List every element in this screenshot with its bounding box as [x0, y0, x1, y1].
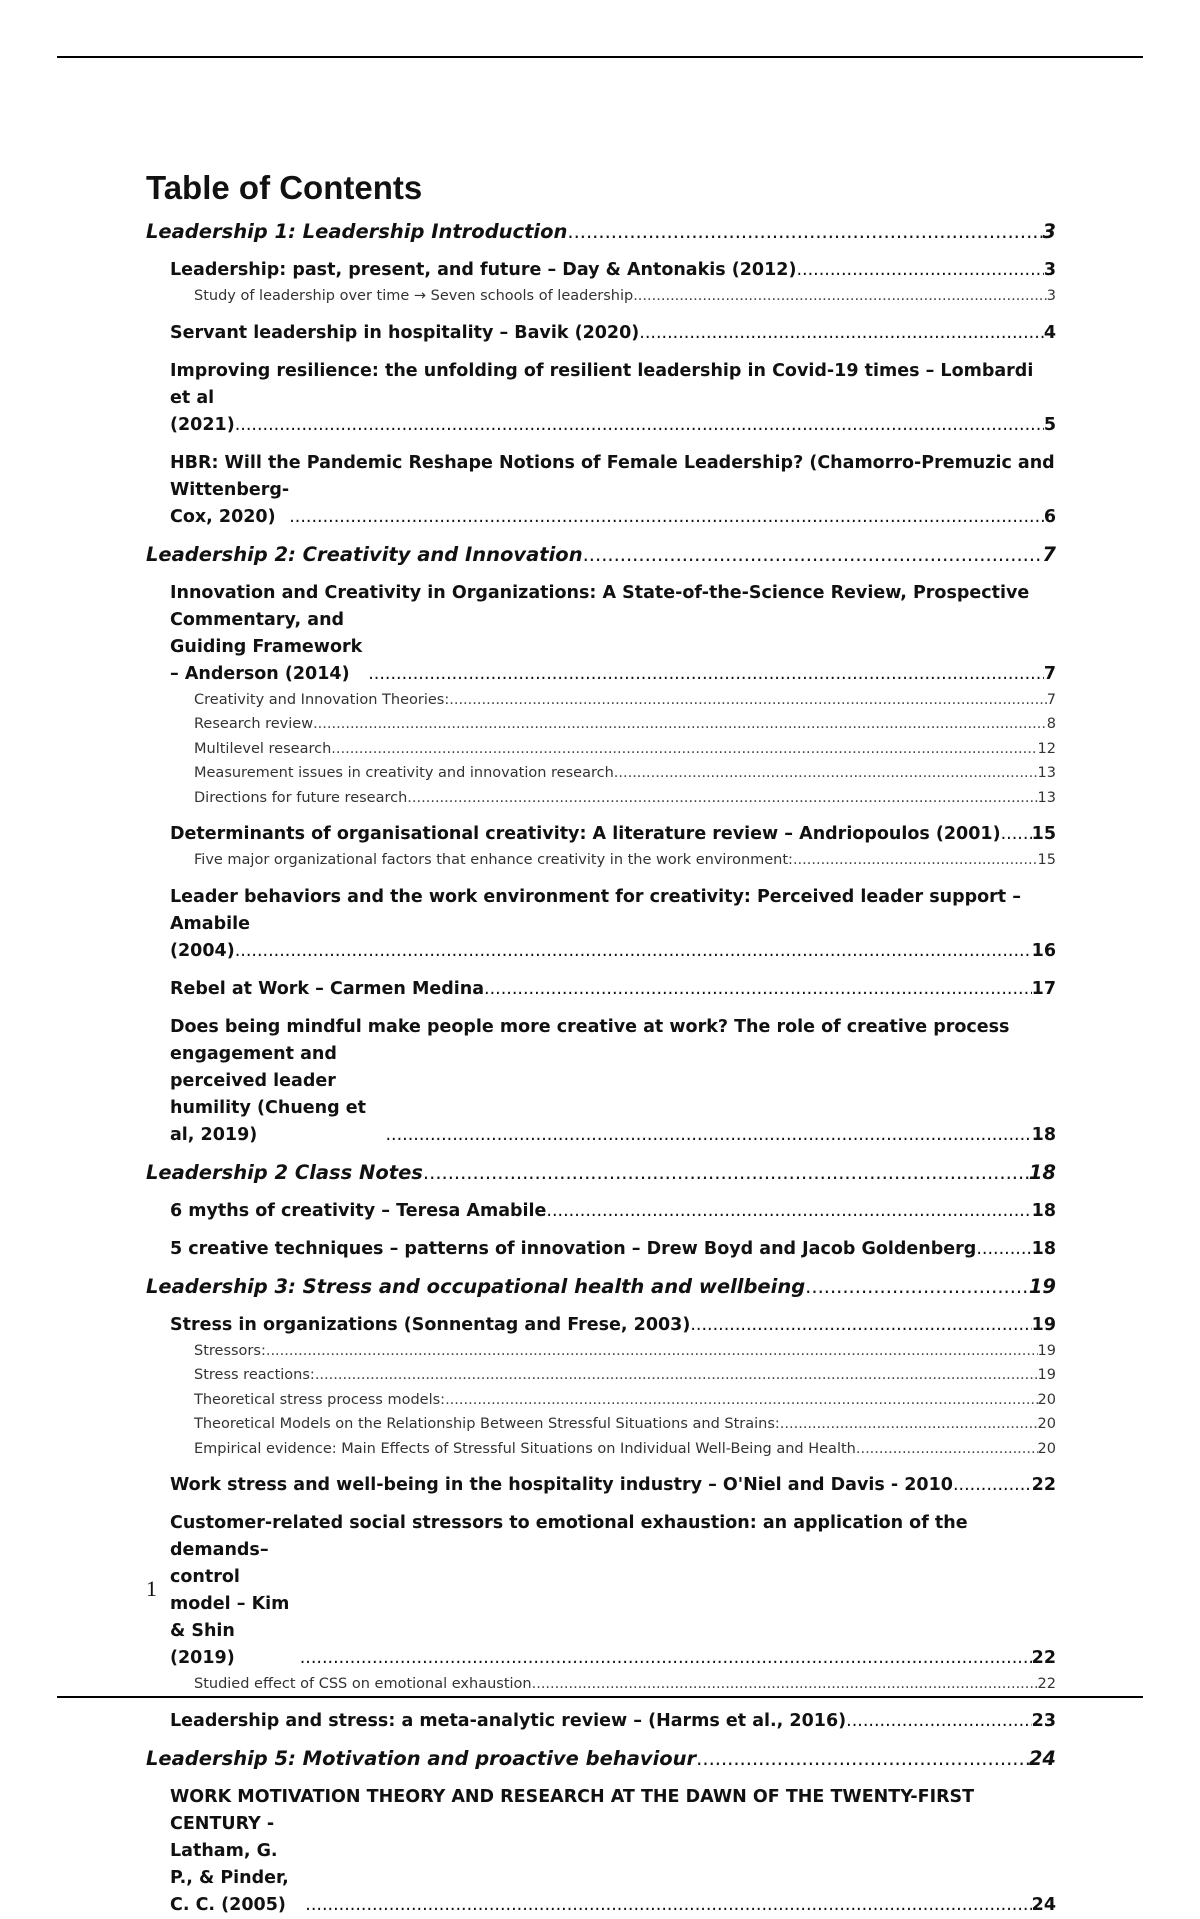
- dot-leader: [796, 257, 1043, 284]
- toc-entry-text: Theoretical Models on the Relationship Between Stressful Situations and Strains:: [194, 1416, 780, 1432]
- toc-entry-page: 12: [1037, 740, 1056, 757]
- toc-entry-page: 15: [1031, 824, 1056, 844]
- toc-entry-page: 7: [1043, 663, 1056, 684]
- toc-entry-level-3[interactable]: [194, 1672, 1056, 1697]
- toc-entry-row: [170, 412, 1056, 439]
- toc-entry-text: Study of leadership over time → Seven schools of leadership: [194, 288, 634, 304]
- toc-entry-text: 5 creative techniques – patterns of innovation – Drew Boyd and Jacob Goldenberg: [170, 1238, 977, 1259]
- toc-entry-page: 3: [1043, 260, 1056, 280]
- toc-entry-level-3[interactable]: [194, 1437, 1056, 1462]
- dot-leader: [639, 320, 1044, 347]
- toc-entry-row: [194, 284, 1056, 309]
- dot-leader: [449, 688, 1047, 713]
- toc-entry-text: Customer-related social stressors to emotional exhaustion: an application of the demands–: [170, 1513, 968, 1560]
- toc-entry-text: Research review: [194, 716, 314, 732]
- dot-leader: [532, 1672, 1038, 1697]
- toc-entry-text: Theoretical stress process models:: [194, 1391, 446, 1408]
- toc-entry-text: Leadership 3: Stress and occupational health and wellbeing: [146, 1274, 806, 1298]
- toc-entry-row: [194, 688, 1056, 713]
- toc-entry-level-2[interactable]: [170, 976, 1056, 1003]
- toc-entry-text-continuation: Wittenberg-Cox, 2020): [170, 479, 290, 527]
- toc-entry-level-3[interactable]: [194, 1388, 1056, 1413]
- toc-entry-row: [194, 1672, 1056, 1697]
- toc-entry-text: Innovation and Creativity in Organizations: A State-of-the-Science Review, Prospective: [170, 582, 1030, 603]
- toc-entry-row: [194, 848, 1056, 873]
- toc-entry-text: Determinants of organisational creativity: A literature review – Andriopoulos (2001): [170, 824, 1001, 844]
- toc-entry-text: WORK MOTIVATION THEORY AND RESEARCH AT THE DAWN OF THE TWENTY-FIRST CENTURY -: [170, 1786, 975, 1834]
- toc-entry-text: Empirical evidence: Main Effects of Stressful Situations on Individual Well-Being and Health: [194, 1440, 856, 1457]
- header-rule: [57, 56, 1143, 58]
- toc-entry-level-2[interactable]: [170, 1014, 1056, 1149]
- dot-leader: [305, 1892, 1031, 1919]
- toc-entry-text-continuation: Latham, G. P., & Pinder, C. C. (2005): [170, 1840, 289, 1915]
- toc-entry-page: 20: [1037, 1391, 1056, 1408]
- toc-entry-text: 6 myths of creativity – Teresa Amabile: [170, 1200, 547, 1221]
- dot-leader: [953, 1472, 1032, 1499]
- toc-entry-level-3[interactable]: [194, 688, 1056, 713]
- dot-leader: [331, 737, 1037, 762]
- dot-leader: [313, 712, 1047, 737]
- dot-leader: [289, 504, 1044, 531]
- toc-entry-page: 18: [1031, 1238, 1056, 1259]
- toc-entry-row: [170, 1041, 1056, 1149]
- toc-entry-text: Multilevel research: [194, 740, 332, 757]
- toc-entry-page: 22: [1031, 1475, 1056, 1495]
- toc-entry-text-continuation: Commentary, and Guiding Framework – Anderson (2014): [170, 609, 363, 684]
- toc-entry-page: 18: [1028, 1160, 1056, 1184]
- toc-entry-row: [170, 320, 1056, 347]
- toc-entry-text: Stress reactions:: [194, 1367, 315, 1383]
- toc-entry-level-1[interactable]: [146, 1159, 1056, 1187]
- toc-entry-level-2[interactable]: [170, 580, 1056, 688]
- toc-entry-row: [170, 1312, 1056, 1339]
- toc-entry-row: [146, 1745, 1056, 1773]
- toc-entry-level-2[interactable]: [170, 1708, 1056, 1735]
- toc-entry-level-3[interactable]: [194, 1363, 1056, 1388]
- toc-entry-text: Creativity and Innovation Theories:: [194, 691, 450, 708]
- dot-leader: [633, 284, 1047, 309]
- dot-leader: [546, 1198, 1031, 1225]
- toc-entry-text: Leadership and stress: a meta-analytic review – (Harms et al., 2016): [170, 1710, 847, 1731]
- toc-entry-row: [170, 477, 1056, 531]
- toc-entry-page: 13: [1037, 765, 1056, 781]
- dot-leader: [407, 786, 1037, 811]
- toc-entry-level-1[interactable]: [146, 1745, 1056, 1773]
- dot-leader: [445, 1388, 1037, 1413]
- toc-entry-text: Does being mindful make people more creative at work? The role of creative process: [170, 1016, 1010, 1037]
- toc-entry-page: 19: [1028, 1274, 1056, 1298]
- toc-entry-page: 3: [1042, 220, 1056, 243]
- toc-entry-text: Stress in organizations (Sonnentag and Frese, 2003): [170, 1314, 691, 1335]
- toc-entry-text: Servant leadership in hospitality – Bavik (2020): [170, 322, 640, 343]
- toc-entry-row: [146, 541, 1056, 569]
- toc-entry-level-2[interactable]: [170, 320, 1056, 347]
- toc-entry-text: Stressors:: [194, 1342, 266, 1359]
- toc-entry-page: 18: [1031, 1124, 1056, 1145]
- toc-entry-page: 19: [1031, 1314, 1056, 1335]
- toc-entry-row: [170, 1708, 1056, 1735]
- toc-entry-text: Leadership 1: Leadership Introduction: [146, 220, 568, 243]
- toc-entry-page: 18: [1031, 1200, 1056, 1221]
- toc-entry-level-3[interactable]: [194, 284, 1056, 309]
- dot-leader: [793, 848, 1038, 873]
- toc-entry-row: [170, 257, 1056, 284]
- toc-entry-level-3[interactable]: [194, 712, 1056, 737]
- toc-entry-text: Leadership 2: Creativity and Innovation: [146, 542, 583, 566]
- dot-leader: [690, 1312, 1031, 1339]
- dot-leader: [696, 1745, 1029, 1773]
- dot-leader: [856, 1437, 1038, 1462]
- toc-entry-text: Leadership 5: Motivation and proactive behaviour: [146, 1746, 697, 1770]
- dot-leader: [385, 1122, 1031, 1149]
- toc-entry-level-1[interactable]: [146, 218, 1056, 246]
- toc-entry-level-3[interactable]: [194, 1412, 1056, 1437]
- toc-entry-level-1[interactable]: [146, 541, 1056, 569]
- toc-entry-text: Rebel at Work – Carmen Medina: [170, 978, 485, 999]
- toc-entry-text-continuation: (2021): [170, 414, 235, 435]
- dot-leader: [423, 1159, 1029, 1187]
- toc-entry-page: 22: [1031, 1648, 1056, 1668]
- toc-entry-row: [170, 938, 1056, 965]
- toc-entry-row: [194, 1412, 1056, 1437]
- toc-entry-text: Improving resilience: the unfolding of resilient leadership in Covid-19 times – Lombardi et al: [170, 360, 1034, 408]
- toc-entry-level-2[interactable]: [170, 884, 1056, 965]
- toc-entries: [146, 218, 1056, 1919]
- toc-entry-level-2[interactable]: [170, 1198, 1056, 1225]
- dot-leader: [976, 1236, 1031, 1263]
- toc-entry-row: [146, 218, 1056, 246]
- toc-entry-row: [170, 1472, 1056, 1499]
- toc-entry-level-3[interactable]: [194, 761, 1056, 786]
- dot-leader: [567, 218, 1042, 246]
- table-of-contents: [146, 168, 1056, 1919]
- toc-entry-text: HBR: Will the Pandemic Reshape Notions of Female Leadership? (Chamorro-Premuzic and: [170, 452, 1055, 473]
- toc-entry-text-continuation: (2004): [170, 940, 235, 961]
- toc-entry-page: 20: [1037, 1416, 1056, 1432]
- toc-entry-level-1[interactable]: [146, 1273, 1056, 1301]
- dot-leader: [780, 1412, 1038, 1437]
- toc-entry-row: [194, 1388, 1056, 1413]
- toc-entry-row: [170, 1564, 1056, 1672]
- toc-title: Table of Contents: [146, 169, 423, 206]
- toc-entry-level-2[interactable]: [170, 821, 1056, 848]
- toc-entry-row: [194, 712, 1056, 737]
- toc-entry-row: [170, 1838, 1056, 1919]
- toc-entry-page: 4: [1043, 322, 1056, 343]
- toc-entry-page: 19: [1037, 1367, 1056, 1383]
- toc-entry-page: 24: [1031, 1894, 1056, 1915]
- toc-entry-text-continuation: control model – Kim & Shin (2019): [170, 1567, 290, 1668]
- dot-leader: [846, 1708, 1032, 1735]
- toc-entry-row: [146, 1159, 1056, 1187]
- toc-entry-page: 22: [1037, 1676, 1056, 1692]
- toc-entry-level-2[interactable]: [170, 1472, 1056, 1499]
- toc-entry-level-2[interactable]: [170, 1510, 1056, 1672]
- toc-entry-level-3[interactable]: [194, 1339, 1056, 1364]
- toc-entry-level-2[interactable]: [170, 1236, 1056, 1263]
- dot-leader: [614, 761, 1038, 786]
- toc-entry-row: [146, 1273, 1056, 1301]
- page-number: 1: [146, 1576, 157, 1601]
- toc-entry-page: 5: [1043, 414, 1056, 435]
- toc-entry-page: 17: [1031, 978, 1056, 999]
- dot-leader: [315, 1363, 1038, 1388]
- toc-entry-page: 16: [1031, 940, 1056, 961]
- toc-entry-page: 8: [1046, 716, 1056, 732]
- toc-entry-row: [170, 821, 1056, 848]
- dot-leader: [300, 1645, 1032, 1672]
- dot-leader: [1001, 821, 1032, 848]
- dot-leader: [266, 1339, 1038, 1364]
- toc-entry-text: Leader behaviors and the work environment for creativity: Perceived leader support – Amabile: [170, 886, 1021, 934]
- toc-entry-page: 15: [1037, 852, 1056, 868]
- toc-entry-page: 19: [1037, 1342, 1056, 1359]
- toc-entry-level-2[interactable]: [170, 450, 1056, 531]
- toc-entry-row: [170, 976, 1056, 1003]
- toc-entry-page: 20: [1037, 1440, 1056, 1457]
- toc-entry-text: Leadership: past, present, and future – Day & Antonakis (2012): [170, 260, 797, 280]
- toc-entry-page: 13: [1037, 789, 1056, 806]
- toc-entry-level-2[interactable]: [170, 1312, 1056, 1339]
- toc-entry-row: [194, 1339, 1056, 1364]
- dot-leader: [484, 976, 1032, 1003]
- footer-rule: [57, 1696, 1143, 1698]
- toc-entry-text: Studied effect of CSS on emotional exhaustion: [194, 1676, 532, 1692]
- dot-leader: [235, 938, 1032, 965]
- toc-entry-text: Measurement issues in creativity and innovation research: [194, 765, 614, 781]
- toc-entry-row: [194, 1363, 1056, 1388]
- toc-entry-level-3[interactable]: [194, 786, 1056, 811]
- toc-entry-page: 23: [1031, 1710, 1056, 1731]
- toc-entry-level-2[interactable]: [170, 257, 1056, 284]
- dot-leader: [235, 412, 1044, 439]
- toc-entry-row: [194, 737, 1056, 762]
- toc-entry-page: 7: [1042, 542, 1056, 566]
- toc-entry-page: 7: [1046, 691, 1056, 708]
- toc-entry-row: [170, 607, 1056, 688]
- toc-entry-level-3[interactable]: [194, 848, 1056, 873]
- toc-entry-row: [194, 1437, 1056, 1462]
- toc-entry-row: [170, 1198, 1056, 1225]
- dot-leader: [368, 661, 1044, 688]
- toc-entry-level-3[interactable]: [194, 737, 1056, 762]
- toc-entry-page: 24: [1028, 1746, 1056, 1770]
- toc-entry-text-continuation: engagement and perceived leader humility (Chueng et al, 2019): [170, 1043, 366, 1145]
- toc-entry-text: Leadership 2 Class Notes: [146, 1160, 423, 1184]
- toc-entry-level-2[interactable]: [170, 358, 1056, 439]
- toc-entry-text: Work stress and well-being in the hospitality industry – O'Niel and Davis - 2010: [170, 1475, 953, 1495]
- toc-entry-row: [194, 761, 1056, 786]
- toc-entry-row: [194, 786, 1056, 811]
- dot-leader: [583, 541, 1043, 569]
- toc-entry-level-2[interactable]: [170, 1784, 1056, 1919]
- toc-entry-row: [170, 1236, 1056, 1263]
- dot-leader: [805, 1273, 1029, 1301]
- toc-entry-text: Five major organizational factors that enhance creativity in the work environment:: [194, 852, 793, 868]
- toc-entry-page: 6: [1043, 506, 1056, 527]
- toc-entry-text: Directions for future research: [194, 789, 408, 806]
- toc-entry-page: 3: [1046, 288, 1056, 304]
